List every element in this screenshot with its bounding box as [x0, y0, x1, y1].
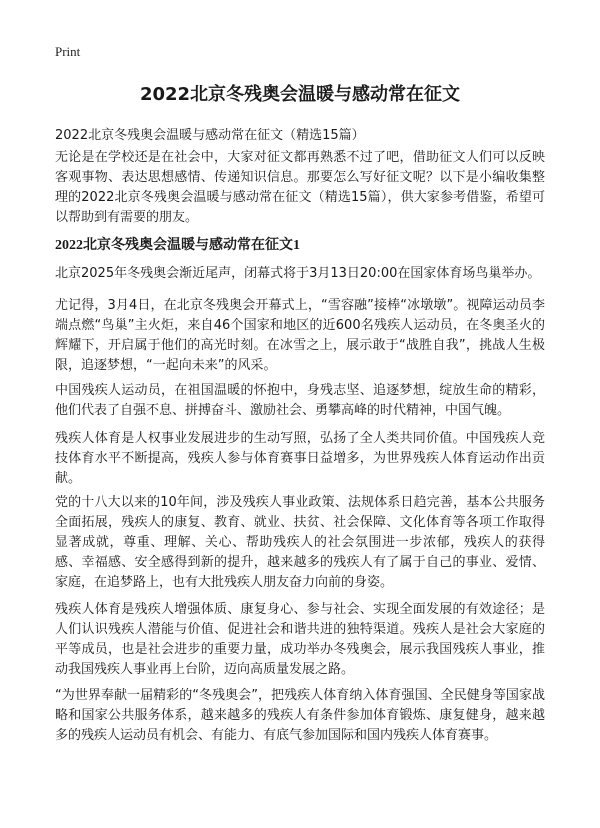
body-paragraph: 党的十八大以来的10年间，涉及残疾人事业政策、法规体系日趋完善，基本公共服务全面拓展，残疾人的康复、教育、就业、扶贫、社会保障、文化体育等各项工作取得显著成就，尊重、理解、关心、帮助残疾人的社会氛围进一步浓郁，残疾人的获得感、幸福感、安全感得到新的提升，越来越多的残疾人有了属于自己的事业、爱情、家庭，在追梦路上，也有大批残疾人朋友奋力向前的身姿。	[55, 495, 545, 590]
intro-paragraph: 无论是在学校还是在社会中，大家对征文都再熟悉不过了吧，借助征文人们可以反映客观事物、表达思想感情、传递知识信息。那要怎么写好征文呢？以下是小编收集整理的2022北京冬残奥会温暖与感动常在征文（精选15篇），供大家参考借鉴，希望可以帮助到有需要的朋友。	[55, 150, 545, 225]
body-paragraph: 北京2025年冬残奥会渐近尾声，闭幕式将于3月13日20:00在国家体育场鸟巢举办。	[55, 266, 541, 281]
body-paragraph: 尤记得，3月4日，在北京冬残奥会开幕式上，“雪容融”接棒“冰墩墩”。视障运动员李端点燃“鸟巢”主火炬，来自46个国家和地区的近600名残疾人运动员，在冬奥圣火的辉耀下，开启属于他们的高光时刻。在冰雪之上，展示敢于“战胜自我”，挑战人生极限，追逐梦想，“一起向未来”的风采。	[55, 298, 545, 373]
document-title: 2022北京冬残奥会温暖与感动常在征文	[139, 84, 461, 105]
body-paragraph: 中国残疾人运动员，在祖国温暖的怀抱中，身残志坚、追逐梦想，绽放生命的精彩，他们代表了自强不息、拼搏奋斗、激励社会、勇攀高峰的时代精神，中国气魄。	[55, 383, 545, 418]
section-heading: 2022北京冬残奥会温暖与感动常在征文1	[55, 238, 300, 253]
print-link[interactable]: Print	[55, 44, 81, 59]
body-paragraph: “为世界奉献一届精彩的“冬残奥会”，把残疾人体育纳入体育强国、全民健身等国家战略和国家公共服务体系，越来越多的残疾人有条件参加体育锻炼、康复健身，越来越多的残疾人运动员有机会、有能力、有底气参加国际和国内残疾人体育赛事。	[55, 688, 545, 743]
document-subtitle: 2022北京冬残奥会温暖与感动常在征文（精选15篇）	[55, 128, 365, 143]
body-paragraph: 残疾人体育是人权事业发展进步的生动写照，弘扬了全人类共同价值。中国残疾人竞技体育水平不断提高，残疾人参与体育赛事日益增多，为世界残疾人体育运动作出贡献。	[55, 431, 545, 486]
body-paragraph: 残疾人体育是残疾人增强体质、康复身心、参与社会、实现全面发展的有效途径；是人们认识残疾人潜能与价值、促进社会和谐共进的独特渠道。残疾人是社会大家庭的平等成员，也是社会进步的重要力量，成功举办冬残奥会，展示我国残疾人事业，推动我国残疾人事业再上台阶，迈向高质量发展之路。	[55, 602, 545, 677]
